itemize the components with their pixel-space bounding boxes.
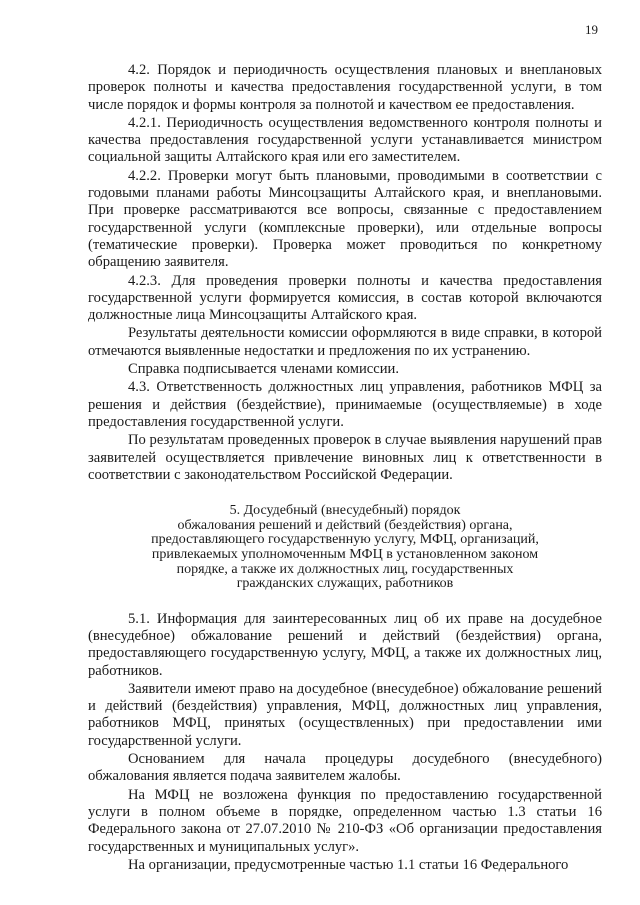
- paragraph-inspection-results: По результатам проведенных проверок в случае выявления нарушений прав заявителей осуществляется привлечение виновных лиц к ответственности в соответствии с законодательством Российской Федерации.: [88, 432, 602, 483]
- paragraph-4-2-2: 4.2.2. Проверки могут быть плановыми, проводимыми в соответствии с годовыми планами работы Минсоцзащиты Алтайского края, и внеплановыми. При проверке рассматриваются все вопросы, связанные с предоставлением государственной услуги (комплексные проверки), или отдельные вопросы (тематические проверки). Проверка может проводиться по конкретному обращению заявителя.: [88, 167, 602, 271]
- heading-line: привлекаемых уполномоченным МФЦ в установленном законом: [151, 546, 539, 562]
- paragraph-4-3: 4.3. Ответственность должностных лиц управления, работников МФЦ за решения и действия (бездействие), принимаемые (осуществляемые) в ходе предоставления государственной услуги.: [88, 379, 602, 430]
- document-body: [88, 62, 602, 874]
- paragraph-commission-results: Результаты деятельности комиссии оформляются в виде справки, в которой отмечаются выявленные недостатки и предложения по их устранению.: [88, 325, 602, 359]
- paragraph-4-2-1: 4.2.1. Периодичность осуществления ведомственного контроля полноты и качества предоставления государственной услуги устанавливается министром социальной защиты Алтайского края или его заместителем.: [88, 114, 602, 166]
- paragraph-mfc-function: На МФЦ не возложена функция по предоставлению государственной услуги в полном объеме в порядке, определенном частью 1.3 статьи 16 Федерального закона от 27.07.2010 № 210-ФЗ «Об организации предоставления государственных и муниципальных услуг».: [88, 786, 602, 855]
- section-5-heading: [108, 504, 582, 592]
- paragraph-report-signed: Справка подписывается членами комиссии.: [128, 361, 399, 378]
- heading-line: 5. Досудебный (внесудебный) порядок: [229, 503, 461, 519]
- paragraph-5-1: 5.1. Информация для заинтересованных лиц об их праве на досудебное (внесудебное) обжалование решений и действий (бездействия) органа, предоставляющего государственную услугу, МФЦ, а также их должностных лиц, работников.: [88, 610, 602, 679]
- heading-line: гражданских служащих, работников: [236, 576, 454, 592]
- heading-line: порядке, а также их должностных лиц, государственных: [176, 561, 514, 577]
- paragraph-4-2: 4.2. Порядок и периодичность осуществления плановых и внеплановых проверок полноты и качества предоставления государственной услуги, в том числе порядок и формы контроля за полнотой и качеством ее предоставления.: [88, 62, 602, 113]
- heading-line: обжалования решений и действий (бездействия) органа,: [177, 517, 513, 533]
- paragraph-applicant-rights: Заявители имеют право на досудебное (внесудебное) обжалование решений и действий (бездействия) управления, МФЦ, должностных лиц управления, работников МФЦ, принятых (осуществленных) при предоставлении ими государственной услуги.: [88, 680, 602, 749]
- paragraph-4-2-3: 4.2.3. Для проведения проверки полноты и качества предоставления государственной услуги формируется комиссия, в состав которой включаются должностные лица Минсоцзащиты Алтайского края.: [88, 272, 602, 324]
- heading-line: предоставляющего государственную услугу, МФЦ, организаций,: [151, 532, 539, 548]
- paragraph-organizations: На организации, предусмотренные частью 1.1 статьи 16 Федерального: [128, 856, 569, 873]
- page-number: 19: [585, 22, 598, 37]
- paragraph-procedure-basis: Основанием для начала процедуры досудебного (внесудебного) обжалования является подача заявителем жалобы.: [88, 751, 602, 785]
